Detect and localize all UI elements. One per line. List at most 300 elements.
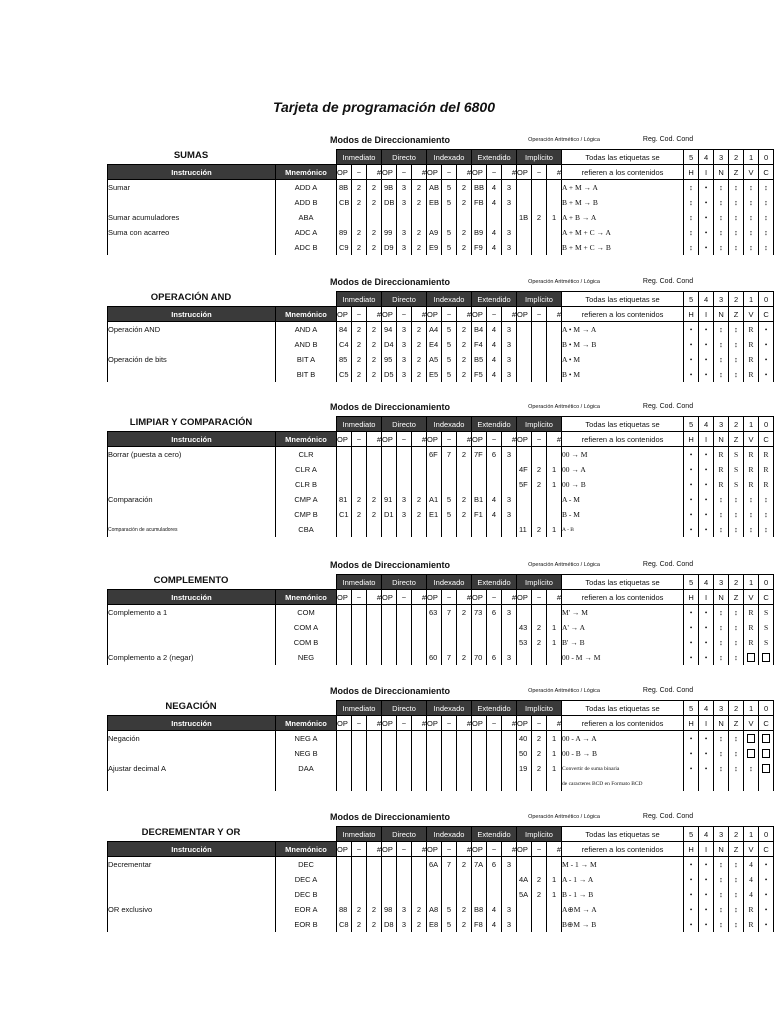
flag-value: ↕ [744, 195, 759, 210]
opcode-cell [502, 462, 517, 477]
table-row [108, 447, 774, 463]
opcode-cell: C1 [337, 507, 352, 522]
flag-value: ↕ [714, 195, 729, 210]
flag-value: ↕ [714, 746, 729, 761]
flag-value [759, 731, 774, 747]
table-row [108, 917, 774, 932]
opcode-cell [547, 917, 562, 932]
sub-header: ~ [352, 432, 367, 447]
instruction-name [108, 620, 276, 635]
flag-value: ↕ [759, 507, 774, 522]
bit-number: 0 [759, 701, 774, 716]
opcode-cell [547, 195, 562, 210]
opcode-cell: 4 [487, 225, 502, 240]
bit-number: 1 [744, 417, 759, 432]
opcode-cell [517, 447, 532, 463]
bit-number: 1 [744, 292, 759, 307]
opcode-cell [472, 635, 487, 650]
sub-header: # [547, 590, 562, 605]
opcode-cell [442, 731, 457, 747]
flag-value: ↕ [729, 225, 744, 240]
opcode-cell: 60 [427, 650, 442, 665]
opcode-cell [412, 650, 427, 665]
op-arit-label: Operación Aritmético / Lógica [528, 562, 600, 568]
etiquetas-note-2: refieren a los contenidos [562, 307, 684, 322]
opcode-cell: 3 [397, 507, 412, 522]
opcode-cell [547, 507, 562, 522]
opcode-cell [472, 887, 487, 902]
opcode-cell: 6 [487, 857, 502, 873]
opcode-cell: 5 [442, 195, 457, 210]
mode-header: Implícito [517, 701, 562, 716]
bit-number: 3 [714, 575, 729, 590]
opcode-cell [547, 447, 562, 463]
opcode-cell: 3 [397, 367, 412, 382]
operation: B • M [562, 367, 684, 382]
flag-value: • [699, 240, 714, 255]
flag-value [744, 650, 759, 665]
opcode-cell: 3 [502, 322, 517, 338]
opcode-cell: 2 [412, 322, 427, 338]
mnemonico-header: Mnemónico [276, 590, 337, 605]
sub-header: OP [517, 590, 532, 605]
sub-header: ~ [532, 432, 547, 447]
flag-value: ↕ [714, 887, 729, 902]
opcode-cell [532, 337, 547, 352]
opcode-cell [442, 210, 457, 225]
instruction-name [108, 367, 276, 382]
operation: A • M [562, 352, 684, 367]
reg-cond-label: Reg. Cod. Cond [642, 687, 694, 694]
operation: 00 → A [562, 462, 684, 477]
instruction-name: Complemento a 1 [108, 605, 276, 621]
opcode-cell: 1 [547, 731, 562, 747]
opcode-cell: 3 [397, 322, 412, 338]
operation: 00 - A → A [562, 731, 684, 747]
opcode-cell [427, 761, 442, 776]
mnemonic: CBA [276, 522, 337, 537]
opcode-cell: 5 [442, 367, 457, 382]
opcode-cell [517, 917, 532, 932]
flag-value: ↕ [684, 225, 699, 240]
opcode-cell [352, 650, 367, 665]
opcode-cell [547, 605, 562, 621]
opcode-cell [367, 447, 382, 463]
sub-header: # [457, 716, 472, 731]
sub-header: OP [472, 432, 487, 447]
flag-value: • [699, 605, 714, 621]
flag-header: H [684, 716, 699, 731]
opcode-cell [397, 650, 412, 665]
mnemonic: AND A [276, 322, 337, 338]
flag-header: Z [729, 165, 744, 180]
flag-header: C [759, 165, 774, 180]
flag-value: • [699, 635, 714, 650]
opcode-cell: 19 [517, 761, 532, 776]
opcode-cell [337, 522, 352, 537]
blank-box-icon [747, 749, 755, 758]
operation: 00 → M [562, 447, 684, 463]
reg-cond-label: Reg. Cod. Cond [642, 136, 694, 143]
flag-value: 4 [744, 857, 759, 873]
flag-value: R [744, 337, 759, 352]
opcode-cell [472, 462, 487, 477]
opcode-cell: 3 [502, 447, 517, 463]
mode-header: Inmediato [337, 292, 382, 307]
sub-header: ~ [397, 716, 412, 731]
flag-header: I [699, 842, 714, 857]
flag-value: ↕ [684, 210, 699, 225]
opcode-cell [337, 650, 352, 665]
opcode-cell: 5 [442, 322, 457, 338]
bit-number: 3 [714, 827, 729, 842]
opcode-cell [412, 635, 427, 650]
opcode-cell [547, 857, 562, 873]
opcode-cell [427, 635, 442, 650]
flag-value: ↕ [729, 887, 744, 902]
opcode-cell [382, 857, 397, 873]
mnemonic: ADC B [276, 240, 337, 255]
opcode-cell: 4 [487, 492, 502, 507]
opcode-cell [412, 746, 427, 761]
opcode-cell: 95 [382, 352, 397, 367]
operation: A⊕M → A [562, 902, 684, 917]
flag-value: ↕ [714, 620, 729, 635]
opcode-cell: 2 [457, 367, 472, 382]
mnemonic: CLR A [276, 462, 337, 477]
sub-header: ~ [487, 165, 502, 180]
opcode-cell: 2 [352, 352, 367, 367]
operation: 00 - M → M [562, 650, 684, 665]
flag-header: N [714, 590, 729, 605]
mode-header: Extendido [472, 150, 517, 165]
blank-box-icon [762, 734, 770, 743]
opcode-cell [412, 462, 427, 477]
bit-number: 4 [699, 417, 714, 432]
sub-header: OP [472, 842, 487, 857]
table-row [108, 522, 774, 537]
opcode-cell [472, 620, 487, 635]
bit-number: 5 [684, 827, 699, 842]
mode-header: Inmediato [337, 827, 382, 842]
opcode-cell [367, 887, 382, 902]
opcode-cell: B4 [472, 322, 487, 338]
flag-value: ↕ [759, 195, 774, 210]
opcode-cell: 2 [367, 322, 382, 338]
sub-header: # [457, 590, 472, 605]
flag-value: ↕ [714, 917, 729, 932]
blank-box-icon [762, 764, 770, 773]
opcode-cell: 4 [487, 180, 502, 196]
mnemonic [276, 776, 337, 791]
opcode-cell: 2 [367, 917, 382, 932]
sub-header: # [412, 432, 427, 447]
flag-value: R [759, 447, 774, 463]
reg-cond-label: Reg. Cod. Cond [642, 403, 694, 410]
opcode-cell [502, 620, 517, 635]
operation: M' → M [562, 605, 684, 621]
sub-header: ~ [487, 842, 502, 857]
flag-value [729, 776, 744, 791]
flag-value [744, 776, 759, 791]
bit-number: 4 [699, 827, 714, 842]
opcode-cell: 3 [397, 352, 412, 367]
opcode-cell: F5 [472, 367, 487, 382]
mnemonic: EOR B [276, 917, 337, 932]
sub-header: ~ [352, 590, 367, 605]
operation: A • M → A [562, 322, 684, 338]
sub-header: ~ [352, 716, 367, 731]
instruccion-header: Instrucción [108, 432, 276, 447]
bit-number: 4 [699, 701, 714, 716]
opcode-cell: 2 [532, 462, 547, 477]
bit-number: 1 [744, 150, 759, 165]
flag-value: ↕ [714, 352, 729, 367]
opcode-cell [487, 746, 502, 761]
opcode-cell [367, 731, 382, 747]
opcode-cell: 5 [442, 507, 457, 522]
table-row [108, 776, 774, 791]
flag-value: • [699, 447, 714, 463]
flag-value: • [684, 872, 699, 887]
mnemonic: CMP A [276, 492, 337, 507]
flag-value: R [714, 462, 729, 477]
opcode-cell [337, 731, 352, 747]
sub-header: OP [517, 165, 532, 180]
sub-header: OP [427, 716, 442, 731]
table-row [108, 620, 774, 635]
opcode-cell: 4 [487, 367, 502, 382]
opcode-cell [427, 210, 442, 225]
flag-value: ↕ [729, 180, 744, 196]
opcode-cell [352, 462, 367, 477]
flag-value: R [744, 902, 759, 917]
sub-header: # [547, 307, 562, 322]
table-row [108, 857, 774, 873]
mode-header: Directo [382, 827, 427, 842]
opcode-cell: 1 [547, 477, 562, 492]
flag-value: ↕ [729, 507, 744, 522]
opcode-cell: 5 [442, 352, 457, 367]
opcode-cell: 6 [487, 605, 502, 621]
table-row [108, 761, 774, 776]
mnemonic: NEG A [276, 731, 337, 747]
flag-value: • [699, 322, 714, 338]
sub-header: # [547, 842, 562, 857]
opcode-cell [412, 210, 427, 225]
opcode-cell [547, 352, 562, 367]
opcode-cell: 91 [382, 492, 397, 507]
opcode-cell: 2 [352, 195, 367, 210]
sub-header: # [367, 716, 382, 731]
opcode-cell [502, 731, 517, 747]
opcode-cell [547, 902, 562, 917]
modos-label: Modos de Direccionamiento [329, 812, 451, 822]
opcode-cell [337, 210, 352, 225]
op-arit-label: Operación Aritmético / Lógica [528, 814, 600, 820]
mode-header: Extendido [472, 417, 517, 432]
etiquetas-note-1: Todas las etiquetas se [562, 827, 684, 842]
bit-number: 0 [759, 417, 774, 432]
opcode-cell [532, 367, 547, 382]
opcode-cell: 2 [412, 367, 427, 382]
opcode-cell [427, 462, 442, 477]
opcode-cell [472, 761, 487, 776]
instruction-name: Comparación [108, 492, 276, 507]
opcode-cell [337, 761, 352, 776]
bit-number: 4 [699, 292, 714, 307]
bit-number: 0 [759, 292, 774, 307]
opcode-cell: F9 [472, 240, 487, 255]
flag-value: R [744, 635, 759, 650]
opcode-cell [547, 225, 562, 240]
sub-header: OP [382, 590, 397, 605]
flag-value: R [714, 447, 729, 463]
opcode-cell: 3 [502, 507, 517, 522]
opcode-cell [412, 522, 427, 537]
opcode-cell: 2 [367, 507, 382, 522]
opcode-cell: 2 [457, 902, 472, 917]
flag-value: ↕ [684, 195, 699, 210]
modos-label: Modos de Direccionamiento [329, 686, 451, 696]
flag-header: C [759, 307, 774, 322]
opcode-cell: D1 [382, 507, 397, 522]
opcode-cell: 99 [382, 225, 397, 240]
opcode-cell [532, 195, 547, 210]
opcode-cell: A4 [427, 322, 442, 338]
section-title: SUMAS [173, 150, 209, 161]
flag-header: N [714, 307, 729, 322]
table-row [108, 367, 774, 382]
flag-header: V [744, 590, 759, 605]
instruction-name [108, 776, 276, 791]
opcode-cell: 4 [487, 902, 502, 917]
flag-value: • [684, 492, 699, 507]
flag-header: H [684, 307, 699, 322]
opcode-cell [382, 462, 397, 477]
flag-value: ↕ [729, 761, 744, 776]
opcode-cell: 3 [397, 902, 412, 917]
operation: A - M [562, 492, 684, 507]
flag-value: ↕ [714, 605, 729, 621]
opcode-cell [502, 776, 517, 791]
opcode-cell: 2 [412, 225, 427, 240]
sub-header: OP [382, 432, 397, 447]
sub-header: OP [427, 432, 442, 447]
sub-header: OP [427, 590, 442, 605]
opcode-cell [427, 776, 442, 791]
opcode-cell [517, 225, 532, 240]
flag-value: ↕ [759, 180, 774, 196]
table-row [108, 462, 774, 477]
sub-header: # [502, 842, 517, 857]
opcode-cell [397, 447, 412, 463]
opcode-cell: 4 [487, 322, 502, 338]
opcode-cell: 2 [412, 902, 427, 917]
opcode-cell [442, 887, 457, 902]
mode-header: Inmediato [337, 575, 382, 590]
opcode-cell: C4 [337, 337, 352, 352]
opcode-cell: 7 [442, 857, 457, 873]
sub-header: # [502, 165, 517, 180]
opcode-cell: 2 [352, 180, 367, 196]
opcode-cell [427, 620, 442, 635]
instruction-table [107, 574, 774, 665]
flag-header: I [699, 432, 714, 447]
table-row [108, 731, 774, 747]
mode-header: Indexado [427, 827, 472, 842]
blank-box-icon [762, 653, 770, 662]
flag-value: • [699, 620, 714, 635]
opcode-cell [502, 635, 517, 650]
mode-header: Implícito [517, 827, 562, 842]
instruction-name: Ajustar decimal A [108, 761, 276, 776]
flag-value: • [684, 477, 699, 492]
opcode-cell [472, 477, 487, 492]
mnemonico-header: Mnemónico [276, 842, 337, 857]
sub-header: ~ [532, 842, 547, 857]
flag-header: H [684, 432, 699, 447]
opcode-cell [412, 605, 427, 621]
mnemonic: COM B [276, 635, 337, 650]
flag-value [759, 650, 774, 665]
opcode-cell: 2 [412, 492, 427, 507]
bit-number: 2 [729, 701, 744, 716]
flag-value: ↕ [744, 522, 759, 537]
flag-value: ↕ [729, 650, 744, 665]
opcode-cell: 2 [412, 917, 427, 932]
opcode-cell: F8 [472, 917, 487, 932]
blank-box-icon [747, 653, 755, 662]
opcode-cell: E1 [427, 507, 442, 522]
table-row [108, 195, 774, 210]
mnemonic: NEG B [276, 746, 337, 761]
opcode-cell: 50 [517, 746, 532, 761]
flag-value: ↕ [684, 180, 699, 196]
bit-number: 2 [729, 417, 744, 432]
flag-value: • [684, 447, 699, 463]
blank-box-icon [747, 734, 755, 743]
opcode-cell: 81 [337, 492, 352, 507]
opcode-cell [442, 872, 457, 887]
flag-value: ↕ [714, 522, 729, 537]
flag-value: • [684, 635, 699, 650]
opcode-cell: 2 [367, 902, 382, 917]
opcode-cell [472, 776, 487, 791]
opcode-cell [367, 761, 382, 776]
sub-header: # [457, 842, 472, 857]
flag-value: • [699, 462, 714, 477]
opcode-cell: 2 [532, 761, 547, 776]
flag-value: R [744, 462, 759, 477]
flag-value: • [684, 887, 699, 902]
sub-header: ~ [442, 432, 457, 447]
flag-value: ↕ [729, 352, 744, 367]
opcode-cell [352, 857, 367, 873]
flag-value: • [699, 210, 714, 225]
etiquetas-note-2: refieren a los contenidos [562, 590, 684, 605]
opcode-cell: 2 [367, 240, 382, 255]
instruction-name [108, 195, 276, 210]
flag-value: R [714, 477, 729, 492]
opcode-cell [412, 731, 427, 747]
opcode-cell [382, 210, 397, 225]
flag-value: • [759, 322, 774, 338]
opcode-cell [487, 522, 502, 537]
sub-header: OP [517, 432, 532, 447]
table-row [108, 225, 774, 240]
operation: B⊕M → B [562, 917, 684, 932]
